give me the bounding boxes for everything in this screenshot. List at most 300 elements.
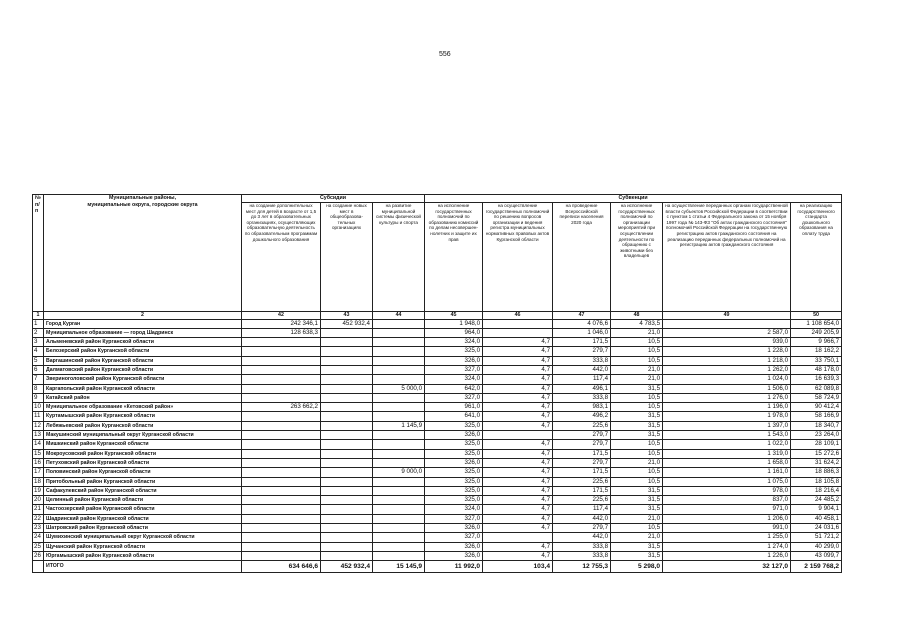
value-cell: 4 076,6 [553, 319, 611, 328]
value-cell: 90 412,4 [791, 403, 842, 412]
header-column-number: 44 [373, 312, 425, 320]
municipality-name: Юргамышский район Курганской области [44, 551, 242, 560]
value-cell: 4,7 [483, 393, 553, 402]
value-cell: 31,5 [611, 486, 663, 495]
value-cell: 324,0 [425, 338, 483, 347]
value-cell: 15 272,6 [791, 449, 842, 458]
value-cell: 31,5 [611, 551, 663, 560]
value-cell [373, 347, 425, 356]
municipality-name: Мокроусовский район Курганской области [44, 449, 242, 458]
value-cell: 10,5 [611, 347, 663, 356]
value-cell: 21,0 [611, 458, 663, 467]
value-cell: 4,7 [483, 514, 553, 523]
municipality-name: Муниципальное образование «Кетовский район» [44, 403, 242, 412]
value-cell: 4,7 [483, 468, 553, 477]
value-cell: 1 206,0 [663, 514, 791, 523]
value-cell: 642,0 [425, 384, 483, 393]
municipality-name: Варгашинский район Курганской области [44, 356, 242, 365]
row-number: 11 [33, 412, 44, 421]
value-cell [373, 524, 425, 533]
value-cell: 978,0 [663, 486, 791, 495]
value-cell [242, 542, 321, 551]
row-number: 21 [33, 505, 44, 514]
row-number: 5 [33, 356, 44, 365]
value-cell: 4,7 [483, 505, 553, 514]
value-cell: 279,7 [553, 431, 611, 440]
value-cell: 21,0 [611, 514, 663, 523]
value-cell: 325,0 [425, 468, 483, 477]
value-cell: 279,7 [553, 440, 611, 449]
municipality-name: Альменевский район Курганской области [44, 338, 242, 347]
value-cell: 31,5 [611, 431, 663, 440]
value-cell: 1 319,0 [663, 449, 791, 458]
value-cell: 4,7 [483, 524, 553, 533]
table-row [33, 496, 842, 505]
value-cell: 325,0 [425, 449, 483, 458]
value-cell: 1 161,0 [663, 468, 791, 477]
value-cell [321, 449, 373, 458]
value-cell: 325,0 [425, 421, 483, 430]
value-cell: 31,5 [611, 421, 663, 430]
header-column-number: 50 [791, 312, 842, 320]
table-row [33, 319, 842, 328]
header-column-description: на создание новых мест в общеобразова-тельных организациях [321, 203, 373, 312]
value-cell: 171,5 [553, 449, 611, 458]
value-cell: 43 099,7 [791, 551, 842, 560]
value-cell [373, 533, 425, 542]
value-cell: 4,7 [483, 551, 553, 560]
value-cell: 326,0 [425, 356, 483, 365]
value-cell: 327,0 [425, 514, 483, 523]
value-cell: 171,5 [553, 468, 611, 477]
value-cell: 58 166,9 [791, 412, 842, 421]
value-cell [242, 486, 321, 495]
value-cell [321, 347, 373, 356]
value-cell [242, 338, 321, 347]
row-number: 19 [33, 486, 44, 495]
municipality-name: Мишкинский район Курганской области [44, 440, 242, 449]
value-cell [242, 505, 321, 514]
header-column-description: на исполнение государственных полномочий по образованию комиссий по делам несовершен-нолетних и защите их прав [425, 203, 483, 312]
value-cell: 1 075,0 [663, 477, 791, 486]
value-cell [321, 486, 373, 495]
row-number: 26 [33, 551, 44, 560]
municipality-name: Щучанский район Курганской области [44, 542, 242, 551]
value-cell: 10,5 [611, 356, 663, 365]
row-number: 12 [33, 421, 44, 430]
value-cell: 5 000,0 [373, 384, 425, 393]
value-cell: 171,5 [553, 338, 611, 347]
value-cell: 333,8 [553, 356, 611, 365]
value-cell: 333,8 [553, 551, 611, 560]
value-cell [242, 412, 321, 421]
value-cell: 24 031,6 [791, 524, 842, 533]
row-number: 17 [33, 468, 44, 477]
value-cell [373, 496, 425, 505]
value-cell: 4,7 [483, 496, 553, 505]
value-cell: 1 196,0 [663, 403, 791, 412]
value-cell: 4,7 [483, 412, 553, 421]
value-cell: 4,7 [483, 421, 553, 430]
row-number: 4 [33, 347, 44, 356]
value-cell [373, 328, 425, 337]
header-column-description: на создание дополнительных мест для детей в возрасте от 1,5 до 3 лет в образовательных организациях, осуществляющих образовательную деятельность по образовательным программам дошкольного образования [242, 203, 321, 312]
value-cell [483, 328, 553, 337]
value-cell [373, 375, 425, 384]
value-cell: 263 662,2 [242, 403, 321, 412]
row-number: 3 [33, 338, 44, 347]
value-cell [321, 477, 373, 486]
value-cell: 18 216,4 [791, 486, 842, 495]
value-cell: 327,0 [425, 533, 483, 542]
value-cell [242, 496, 321, 505]
value-cell [321, 356, 373, 365]
value-cell [373, 505, 425, 514]
value-cell: 1 397,0 [663, 421, 791, 430]
value-cell [483, 319, 553, 328]
value-cell [321, 440, 373, 449]
value-cell: 10,5 [611, 393, 663, 402]
total-row [33, 561, 842, 573]
value-cell: 18 105,8 [791, 477, 842, 486]
total-value-cell: 103,4 [483, 561, 553, 573]
value-cell [373, 449, 425, 458]
value-cell: 31 624,2 [791, 458, 842, 467]
value-cell [483, 533, 553, 542]
value-cell [242, 440, 321, 449]
value-cell: 9 966,7 [791, 338, 842, 347]
value-cell: 325,0 [425, 440, 483, 449]
total-value-cell: 634 646,6 [242, 561, 321, 573]
total-value-cell: 5 298,0 [611, 561, 663, 573]
table-row [33, 514, 842, 523]
row-number: 25 [33, 542, 44, 551]
value-cell: 31,5 [611, 505, 663, 514]
value-cell [373, 440, 425, 449]
header-no: № п/п [33, 195, 44, 312]
value-cell [373, 514, 425, 523]
value-cell: 40 458,1 [791, 514, 842, 523]
value-cell [242, 393, 321, 402]
municipality-name: Шатровский район Курганской области [44, 524, 242, 533]
municipality-name: Притобольный район Курганской области [44, 477, 242, 486]
value-cell: 324,0 [425, 505, 483, 514]
value-cell [373, 542, 425, 551]
value-cell [373, 431, 425, 440]
municipality-name: Шумихинский муниципальный округ Курганской области [44, 533, 242, 542]
value-cell [321, 505, 373, 514]
table-row [33, 458, 842, 467]
table-row [33, 551, 842, 560]
value-cell: 1 218,0 [663, 356, 791, 365]
municipality-name: Далматовский район Курганской области [44, 365, 242, 374]
value-cell: 31,5 [611, 496, 663, 505]
value-cell: 939,0 [663, 338, 791, 347]
value-cell: 324,0 [425, 375, 483, 384]
header-column-description: на исполнение государственных полномочий по организации мероприятий при осуществлении деятельности по обращению с животными без владельцев [611, 203, 663, 312]
value-cell: 1 024,0 [663, 375, 791, 384]
value-cell: 1 226,0 [663, 551, 791, 560]
table-row [33, 477, 842, 486]
municipality-name: Белозерский район Курганской области [44, 347, 242, 356]
value-cell [242, 347, 321, 356]
row-number: 16 [33, 458, 44, 467]
value-cell: 40 299,0 [791, 542, 842, 551]
total-value-cell: 2 159 768,2 [791, 561, 842, 573]
value-cell [321, 403, 373, 412]
value-cell: 4,7 [483, 486, 553, 495]
value-cell [321, 375, 373, 384]
row-number: 8 [33, 384, 44, 393]
table-row [33, 347, 842, 356]
row-number: 7 [33, 375, 44, 384]
value-cell: 242 346,1 [242, 319, 321, 328]
value-cell: 837,0 [663, 496, 791, 505]
value-cell: 4,7 [483, 347, 553, 356]
value-cell [242, 458, 321, 467]
page-number: 556 [439, 51, 451, 58]
value-cell [373, 458, 425, 467]
value-cell: 442,0 [553, 365, 611, 374]
value-cell [321, 365, 373, 374]
value-cell [242, 514, 321, 523]
total-value-cell: 12 755,3 [553, 561, 611, 573]
value-cell: 4,7 [483, 477, 553, 486]
row-number: 22 [33, 514, 44, 523]
value-cell: 4,7 [483, 403, 553, 412]
value-cell: 326,0 [425, 551, 483, 560]
value-cell: 964,0 [425, 328, 483, 337]
value-cell: 1 046,0 [553, 328, 611, 337]
municipality-name: Частоозерский район Курганской области [44, 505, 242, 514]
value-cell: 28 109,1 [791, 440, 842, 449]
value-cell [321, 431, 373, 440]
value-cell [321, 458, 373, 467]
table-row [33, 468, 842, 477]
value-cell [321, 524, 373, 533]
table-row [33, 384, 842, 393]
value-cell [242, 365, 321, 374]
value-cell: 961,0 [425, 403, 483, 412]
value-cell: 327,0 [425, 365, 483, 374]
value-cell: 991,0 [663, 524, 791, 533]
total-value-cell: 15 145,9 [373, 561, 425, 573]
municipality-name: Город Курган [44, 319, 242, 328]
value-cell: 279,7 [553, 524, 611, 533]
value-cell: 333,8 [553, 542, 611, 551]
municipality-name: Катайский район [44, 393, 242, 402]
value-cell [321, 328, 373, 337]
value-cell: 4,7 [483, 542, 553, 551]
value-cell [373, 393, 425, 402]
table-row [33, 421, 842, 430]
value-cell [321, 514, 373, 523]
value-cell: 452 932,4 [321, 319, 373, 328]
value-cell: 16 639,3 [791, 375, 842, 384]
table-row [33, 542, 842, 551]
value-cell: 33 750,1 [791, 356, 842, 365]
value-cell: 496,1 [553, 384, 611, 393]
row-number: 23 [33, 524, 44, 533]
value-cell [483, 431, 553, 440]
value-cell: 4,7 [483, 440, 553, 449]
total-value-cell: 11 992,0 [425, 561, 483, 573]
value-cell: 10,5 [611, 403, 663, 412]
value-cell [242, 477, 321, 486]
value-cell: 1 543,0 [663, 431, 791, 440]
value-cell [373, 356, 425, 365]
header-column-number: 43 [321, 312, 373, 320]
value-cell: 58 724,9 [791, 393, 842, 402]
value-cell [242, 356, 321, 365]
value-cell: 225,6 [553, 421, 611, 430]
row-number: 18 [33, 477, 44, 486]
header-column-description: на реализацию государственного стандарта дошкольного образования на оплату труда [791, 203, 842, 312]
value-cell [242, 375, 321, 384]
value-cell [373, 403, 425, 412]
value-cell: 1 228,0 [663, 347, 791, 356]
value-cell [373, 319, 425, 328]
value-cell: 10,5 [611, 338, 663, 347]
table-row [33, 356, 842, 365]
value-cell: 326,0 [425, 524, 483, 533]
table-row [33, 365, 842, 374]
municipality-name: Шадринский район Курганской области [44, 514, 242, 523]
value-cell [321, 496, 373, 505]
table-row [33, 486, 842, 495]
value-cell: 9 000,0 [373, 468, 425, 477]
value-cell: 333,8 [553, 393, 611, 402]
value-cell: 1 948,0 [425, 319, 483, 328]
row-number: 1 [33, 319, 44, 328]
total-row-number [33, 561, 44, 573]
value-cell: 442,0 [553, 533, 611, 542]
value-cell: 1 274,0 [663, 542, 791, 551]
value-cell: 1 022,0 [663, 440, 791, 449]
table-row [33, 375, 842, 384]
value-cell [373, 486, 425, 495]
value-cell [242, 533, 321, 542]
header-column-number: 2 [44, 312, 242, 320]
value-cell: 21,0 [611, 365, 663, 374]
value-cell: 23 264,0 [791, 431, 842, 440]
value-cell [242, 524, 321, 533]
table-row [33, 449, 842, 458]
value-cell: 4,7 [483, 375, 553, 384]
header-column-number: 48 [611, 312, 663, 320]
value-cell: 1 276,0 [663, 393, 791, 402]
header-column-description: на проведение Всероссийской переписи населения 2020 года [553, 203, 611, 312]
value-cell: 325,0 [425, 496, 483, 505]
value-cell [321, 468, 373, 477]
value-cell: 4,7 [483, 365, 553, 374]
header-column-description: на осуществление переданных органам государственной власти субъектов Российской Федерации в соответствии с пунктом 1 статьи 4 Федерального закона от 15 ноября 1997 года № 143-ФЗ "Об актах гражданского состояния" полномочий Российской Федерации на государственную регистрацию актов гражданского состояния на реализацию переданных федеральных полномочий на регистрацию актов гражданского состояния [663, 203, 791, 312]
header-column-number: 42 [242, 312, 321, 320]
value-cell: 62 089,8 [791, 384, 842, 393]
value-cell: 31,5 [611, 412, 663, 421]
municipality-name: Макушинский муниципальный округ Курганской области [44, 431, 242, 440]
value-cell [242, 431, 321, 440]
value-cell: 21,0 [611, 375, 663, 384]
value-cell: 4,7 [483, 338, 553, 347]
value-cell [373, 365, 425, 374]
value-cell: 325,0 [425, 486, 483, 495]
header-group-subsidies: Субсидии [242, 195, 425, 203]
value-cell: 31,5 [611, 542, 663, 551]
table-row [33, 403, 842, 412]
value-cell [373, 477, 425, 486]
row-number: 20 [33, 496, 44, 505]
municipality-name: Лебяжьевский район Курганской области [44, 421, 242, 430]
value-cell: 326,0 [425, 458, 483, 467]
value-cell: 1 978,0 [663, 412, 791, 421]
value-cell [373, 412, 425, 421]
total-value-cell: 452 932,4 [321, 561, 373, 573]
value-cell: 327,0 [425, 393, 483, 402]
value-cell [321, 338, 373, 347]
table-row [33, 505, 842, 514]
municipality-name: Петуховский район Курганской области [44, 458, 242, 467]
municipality-name: Куртамышский район Курганской области [44, 412, 242, 421]
value-cell: 1 506,0 [663, 384, 791, 393]
value-cell: 326,0 [425, 542, 483, 551]
row-number: 13 [33, 431, 44, 440]
value-cell: 10,5 [611, 468, 663, 477]
value-cell: 1 145,9 [373, 421, 425, 430]
value-cell: 983,1 [553, 403, 611, 412]
value-cell [242, 449, 321, 458]
row-number: 2 [33, 328, 44, 337]
value-cell: 10,5 [611, 477, 663, 486]
value-cell: 1 658,0 [663, 458, 791, 467]
value-cell: 641,0 [425, 412, 483, 421]
value-cell: 171,5 [553, 486, 611, 495]
row-number: 6 [33, 365, 44, 374]
value-cell: 496,2 [553, 412, 611, 421]
row-number: 15 [33, 449, 44, 458]
value-cell: 2 587,0 [663, 328, 791, 337]
value-cell [321, 421, 373, 430]
value-cell: 249 205,9 [791, 328, 842, 337]
value-cell [242, 468, 321, 477]
budget-table [32, 194, 842, 573]
value-cell: 442,0 [553, 514, 611, 523]
value-cell: 4 783,5 [611, 319, 663, 328]
value-cell: 225,6 [553, 496, 611, 505]
row-number: 24 [33, 533, 44, 542]
value-cell: 971,0 [663, 505, 791, 514]
table-row [33, 440, 842, 449]
municipality-name: Звериноголовский район Курганской области [44, 375, 242, 384]
value-cell: 21,0 [611, 328, 663, 337]
value-cell [321, 393, 373, 402]
value-cell [663, 319, 791, 328]
header-group-subventions: Субвенции [425, 195, 842, 203]
value-cell: 325,0 [425, 477, 483, 486]
value-cell: 1 255,0 [663, 533, 791, 542]
value-cell [321, 384, 373, 393]
value-cell [242, 384, 321, 393]
table-row [33, 431, 842, 440]
value-cell: 279,7 [553, 458, 611, 467]
header-column-number: 45 [425, 312, 483, 320]
value-cell: 21,0 [611, 533, 663, 542]
header-column-description: на осуществление государственных полномочий по решению вопросов организации и ведения регистра муниципальных нормативных правовых актов Курганской области [483, 203, 553, 312]
table-row [33, 393, 842, 402]
value-cell: 9 904,1 [791, 505, 842, 514]
value-cell: 51 721,2 [791, 533, 842, 542]
value-cell [242, 421, 321, 430]
